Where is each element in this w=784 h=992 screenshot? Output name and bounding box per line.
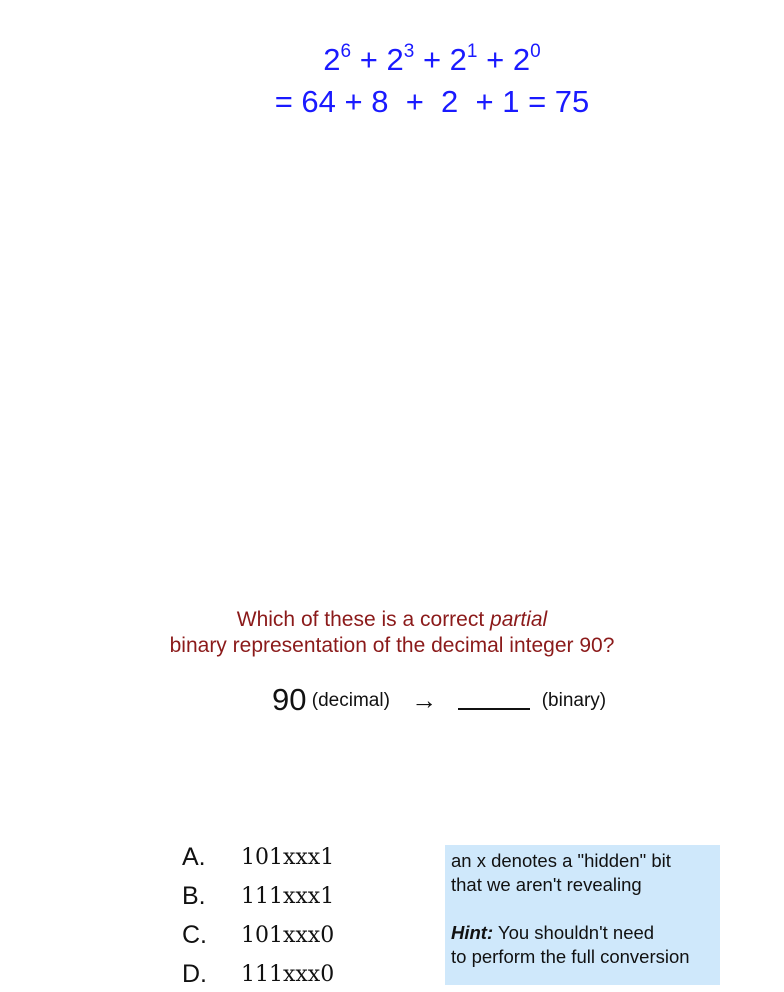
option-letter: C. xyxy=(182,921,207,949)
term-3: $2^1$ xyxy=(449,41,478,77)
right-arrow-icon: → xyxy=(411,685,438,715)
note-line-1: an x denotes a "hidden" bit xyxy=(451,850,671,871)
option-value: 101xxx0 xyxy=(241,923,335,948)
decimal-number: 90 xyxy=(272,682,307,717)
option-letter: D. xyxy=(182,960,207,988)
binary-unit: (binary) xyxy=(541,690,607,711)
decimal-unit: (decimal) xyxy=(311,690,390,711)
plus-sign: + xyxy=(422,42,442,77)
option-letter: A. xyxy=(182,843,206,871)
plus-sign: + xyxy=(359,42,378,77)
equation-powers xyxy=(40,41,784,77)
option-value: 111xxx1 xyxy=(241,884,335,909)
hint-box xyxy=(445,845,720,985)
equation-sum: = 64 + 8 + 2 + 1 = 75 xyxy=(274,84,590,119)
question-text xyxy=(0,607,784,659)
answer-blank xyxy=(458,708,530,710)
question-line-1: Which of these is a correct partial xyxy=(236,608,548,631)
term-1: $2^6$ xyxy=(323,41,352,77)
option-value: 101xxx1 xyxy=(241,845,335,870)
note-line-2: that we aren't revealing xyxy=(451,874,642,895)
term-4: $2^0$ xyxy=(512,41,541,77)
conversion-prompt xyxy=(272,682,606,718)
plus-sign: + xyxy=(486,42,505,77)
hint-line-2: to perform the full conversion xyxy=(451,946,690,967)
question-line-2: binary representation of the decimal integer 90? xyxy=(169,634,615,657)
option-letter: B. xyxy=(182,882,206,910)
term-2: $2^3$ xyxy=(386,41,415,77)
option-value: 111xxx0 xyxy=(241,962,335,987)
hint-line-1: Hint: You shouldn't need xyxy=(451,922,655,943)
